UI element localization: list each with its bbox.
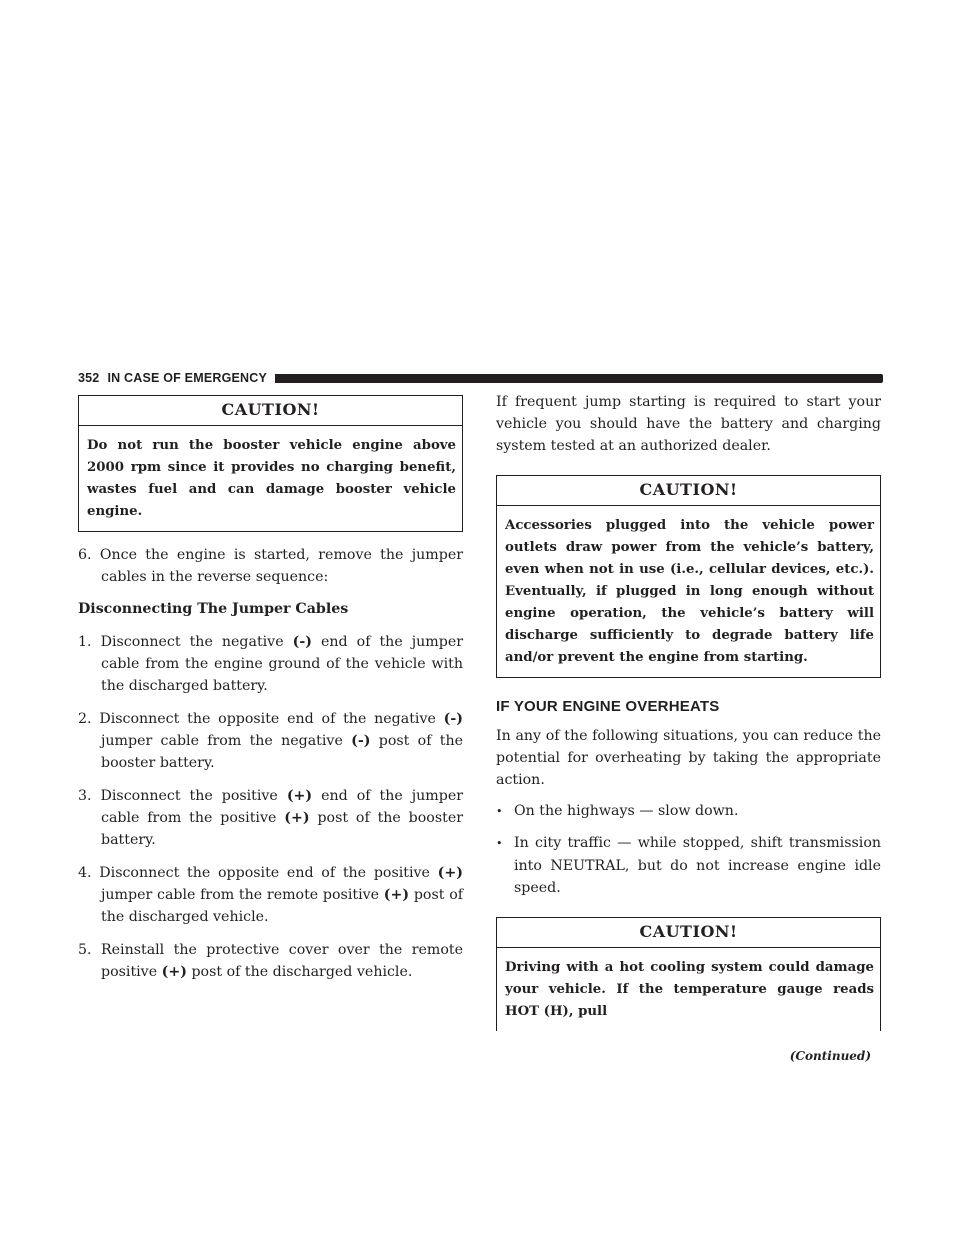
- caution-box-booster-rpm: [78, 395, 463, 532]
- bullet-item: • On the highways — slow down.: [496, 800, 881, 823]
- caution-box-accessories: [496, 475, 881, 678]
- step-6: 6. Once the engine is started, remove the jumper cables in the reverse sequence:: [78, 547, 463, 585]
- overheat-heading: IF YOUR ENGINE OVERHEATS: [496, 698, 720, 715]
- right-column: [496, 395, 881, 1063]
- caution-title: CAUTION!: [497, 918, 880, 948]
- disconnect-step-2: 2. Disconnect the opposite end of the negative (-) jumper cable from the negative (-) post of the booster battery.: [78, 711, 463, 771]
- caution-title: CAUTION!: [497, 476, 880, 506]
- jump-start-intro: If frequent jump starting is required to start your vehicle you should have the battery and charging system tested at an authorized dealer.: [496, 394, 881, 454]
- caution-text: Accessories plugged into the vehicle power outlets draw power from the vehicle’s battery, even when not in use (i.e., cellular devices, etc.). Eventually, if plugged in long enough without engine operation, the vehicle’s battery will discharge sufficiently to degrade battery life and/or prevent the engine from starting.: [505, 518, 874, 665]
- caution-text: Do not run the booster vehicle engine above 2000 rpm since it provides no charging benefit, wastes fuel and can damage booster vehicle engine.: [87, 438, 456, 519]
- bullet-item: • In city traffic — while stopped, shift transmission into NEUTRAL, but do not increase engine idle speed.: [496, 835, 881, 896]
- disconnect-heading: Disconnecting The Jumper Cables: [78, 601, 349, 617]
- caution-text: Driving with a hot cooling system could damage your vehicle. If the temperature gauge reads HOT (H), pull: [505, 960, 874, 1019]
- bullet-icon: •: [496, 837, 503, 850]
- continued-label: (Continued): [789, 1049, 871, 1063]
- page-number: 352: [78, 371, 100, 385]
- caution-title: CAUTION!: [79, 396, 462, 426]
- disconnect-step-5: 5. Reinstall the protective cover over the remote positive (+) post of the discharged vehicle.: [78, 942, 463, 980]
- header-rule: [275, 374, 883, 383]
- left-column: [78, 395, 463, 983]
- bullet-icon: •: [496, 805, 503, 818]
- section-title: IN CASE OF EMERGENCY: [107, 371, 268, 385]
- disconnect-step-1: 1. Disconnect the negative (-) end of the jumper cable from the engine ground of the vehicle with the discharged battery.: [78, 634, 463, 694]
- caution-box-hot-cooling: [496, 917, 881, 1031]
- disconnect-step-4: 4. Disconnect the opposite end of the positive (+) jumper cable from the remote positive (+) post of the discharged vehicle.: [78, 865, 463, 925]
- overheat-intro: In any of the following situations, you can reduce the potential for overheating by taking the appropriate action.: [496, 728, 881, 788]
- disconnect-step-3: 3. Disconnect the positive (+) end of the jumper cable from the positive (+) post of the booster battery.: [78, 788, 464, 848]
- page-header: [78, 370, 883, 386]
